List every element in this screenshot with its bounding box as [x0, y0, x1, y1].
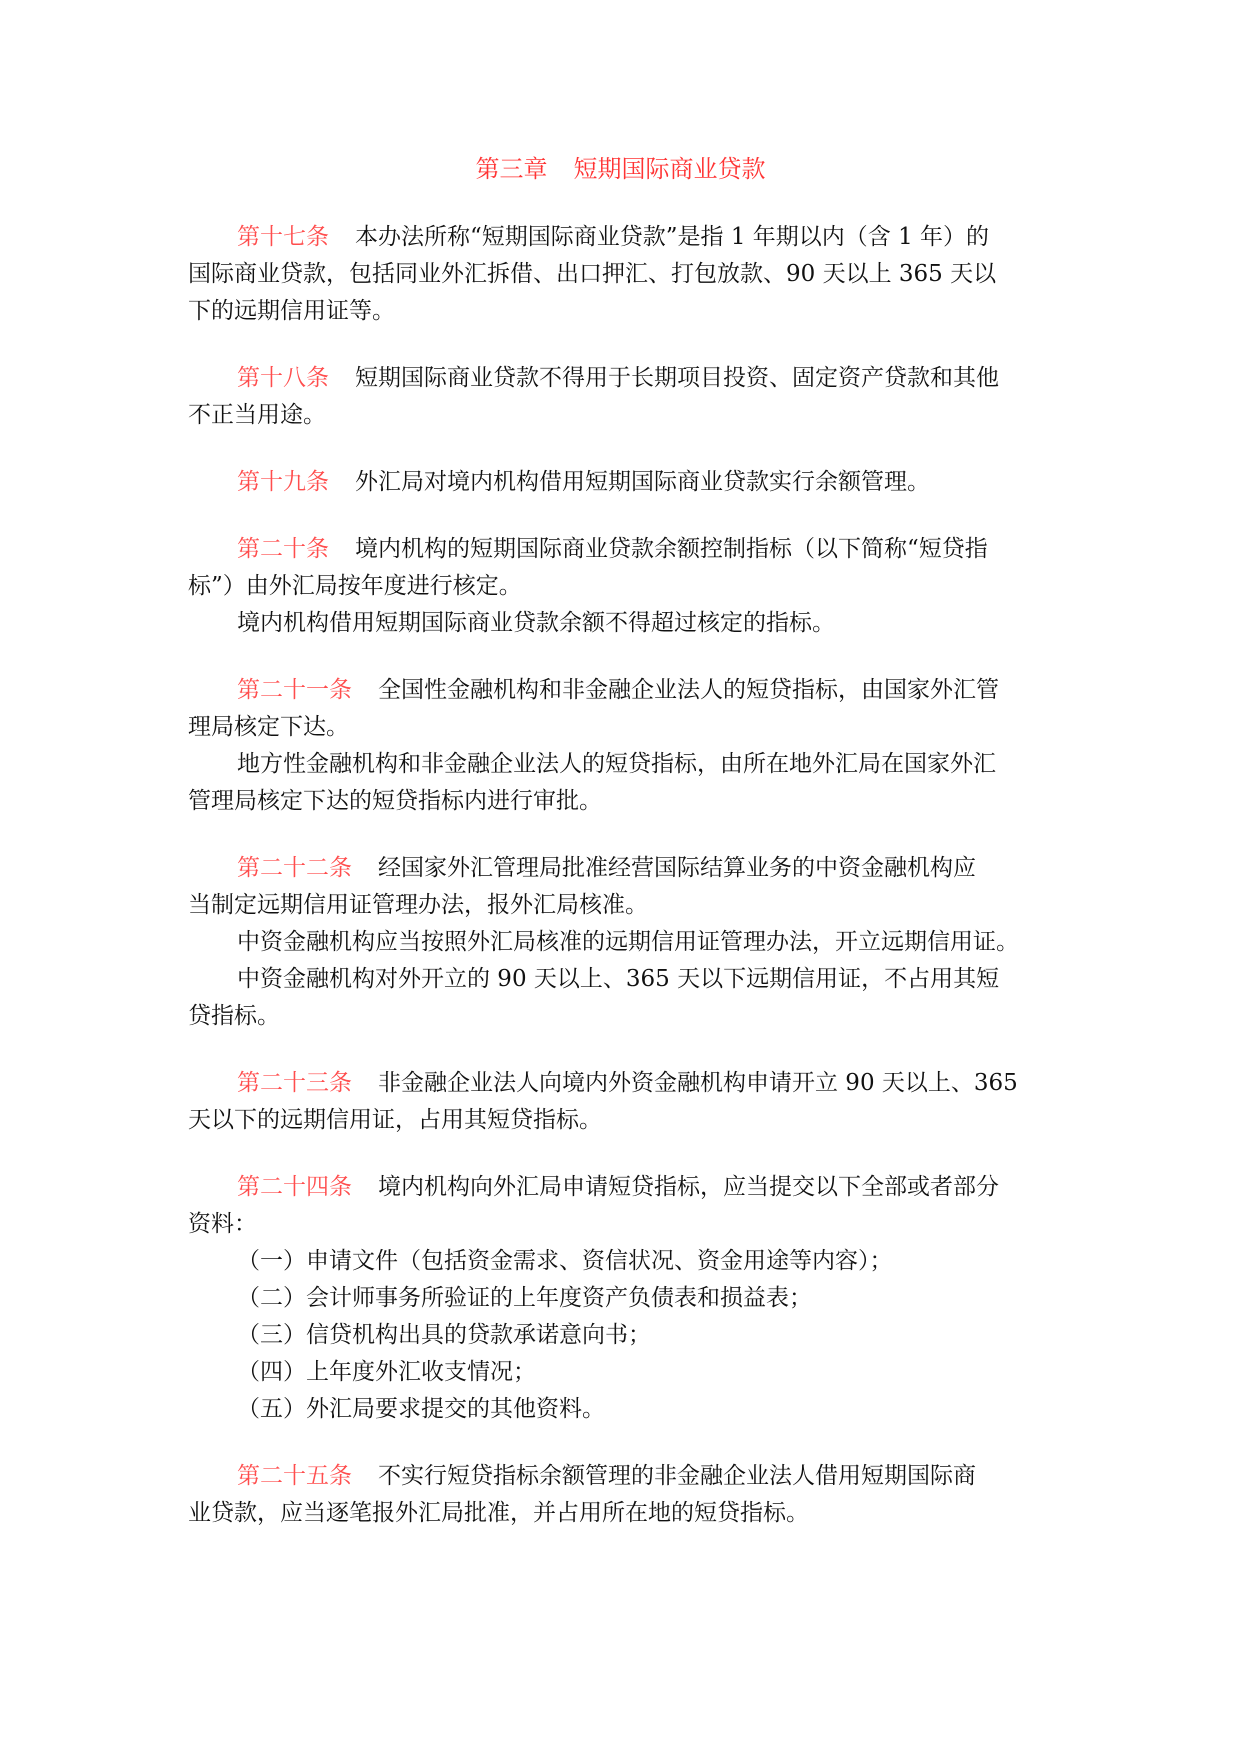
article-text: 境内机构的短期国际商业贷款余额控制指标（以下简称“短贷指 — [355, 536, 988, 562]
article-21-line-4: 管理局核定下达的短贷指标内进行审批。 — [188, 788, 602, 814]
chapter-heading — [0, 151, 1241, 187]
article-text: 短期国际商业贷款不得用于长期项目投资、固定资产贷款和其他 — [355, 365, 999, 391]
article-19-line-1 — [237, 464, 1077, 500]
article-22-line-1 — [237, 850, 1077, 886]
article-label: 第二十三条 — [237, 1070, 352, 1096]
article-25-line-2: 业贷款，应当逐笔报外汇局批准，并占用所在地的短贷指标。 — [188, 1500, 809, 1526]
article-text: 外汇局对境内机构借用短期国际商业贷款实行余额管理。 — [355, 469, 930, 495]
article-label: 第二十条 — [237, 536, 329, 562]
article-22-line-4: 中资金融机构对外开立的 90 天以上、365 天以下远期信用证，不占用其短 — [237, 966, 1000, 992]
list-item-4: （四）上年度外汇收支情况； — [237, 1359, 536, 1385]
article-18-line-1 — [237, 360, 1077, 396]
article-17-line-1 — [237, 219, 1077, 255]
list-item-1: （一）申请文件（包括资金需求、资信状况、资金用途等内容）； — [237, 1248, 893, 1274]
article-label: 第二十五条 — [237, 1463, 352, 1489]
article-20-line-2: 标”）由外汇局按年度进行核定。 — [188, 573, 522, 599]
article-20-line-1 — [237, 531, 1077, 567]
article-23-line-2: 天以下的远期信用证，占用其短贷指标。 — [188, 1107, 602, 1133]
article-text: 境内机构向外汇局申请短贷指标，应当提交以下全部或者部分 — [378, 1174, 999, 1200]
article-text: 不实行短贷指标余额管理的非金融企业法人借用短期国际商 — [378, 1463, 976, 1489]
article-text: 本办法所称“短期国际商业贷款”是指 1 年期以内（含 1 年）的 — [355, 224, 990, 250]
article-24-line-1 — [237, 1169, 1077, 1205]
article-label: 第二十一条 — [237, 677, 352, 703]
list-item-3: （三）信贷机构出具的贷款承诺意向书； — [237, 1322, 651, 1348]
article-17-line-2: 国际商业贷款，包括同业外汇拆借、出口押汇、打包放款、90 天以上 365 天以 — [188, 261, 997, 287]
article-21-line-2: 理局核定下达。 — [188, 714, 349, 740]
article-22-line-3: 中资金融机构应当按照外汇局核准的远期信用证管理办法，开立远期信用证。 — [237, 929, 1019, 955]
article-21-line-1 — [237, 672, 1077, 708]
article-18-line-2: 不正当用途。 — [188, 402, 326, 428]
article-label: 第十八条 — [237, 365, 329, 391]
list-item-2: （二）会计师事务所验证的上年度资产负债表和损益表； — [237, 1285, 812, 1311]
article-24-line-2: 资料： — [188, 1211, 257, 1237]
chapter-label: 第三章 — [475, 155, 548, 183]
article-text: 经国家外汇管理局批准经营国际结算业务的中资金融机构应 — [378, 855, 976, 881]
article-label: 第二十四条 — [237, 1174, 352, 1200]
article-25-line-1 — [237, 1458, 1077, 1494]
article-label: 第十九条 — [237, 469, 329, 495]
list-item-5: （五）外汇局要求提交的其他资料。 — [237, 1396, 605, 1422]
article-20-line-3: 境内机构借用短期国际商业贷款余额不得超过核定的指标。 — [237, 610, 835, 636]
article-23-line-1 — [237, 1065, 1077, 1101]
chapter-title: 短期国际商业贷款 — [573, 155, 766, 183]
article-21-line-3: 地方性金融机构和非金融企业法人的短贷指标，由所在地外汇局在国家外汇 — [237, 751, 996, 777]
article-22-line-5: 贷指标。 — [188, 1003, 280, 1029]
article-17-line-3: 下的远期信用证等。 — [188, 298, 395, 324]
article-label: 第二十二条 — [237, 855, 352, 881]
article-text: 全国性金融机构和非金融企业法人的短贷指标，由国家外汇管 — [378, 677, 999, 703]
article-text: 非金融企业法人向境内外资金融机构申请开立 90 天以上、365 — [378, 1070, 1018, 1096]
article-22-line-2: 当制定远期信用证管理办法，报外汇局核准。 — [188, 892, 648, 918]
article-label: 第十七条 — [237, 224, 329, 250]
